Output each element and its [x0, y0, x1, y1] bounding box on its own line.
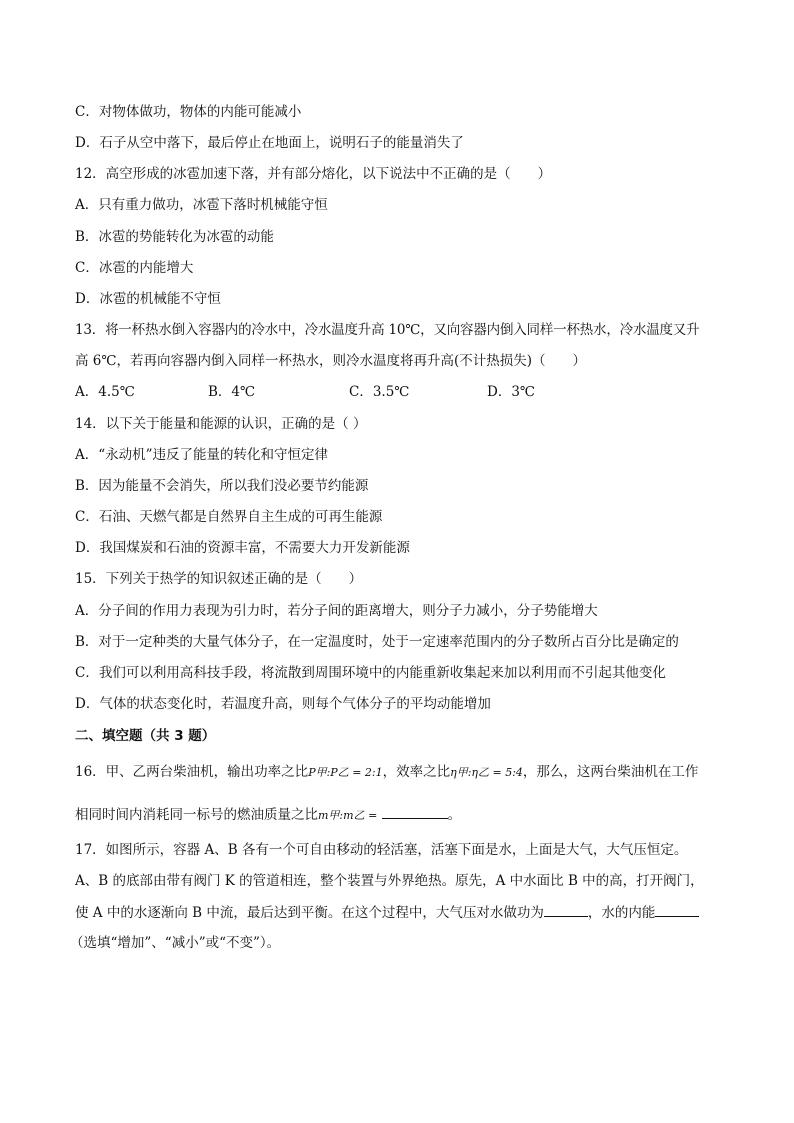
q13-stem-line2: 高 6℃，若再向容器内倒入同样一杯热水，则冷水温度将再升高(不计热损失)（ ） [75, 353, 587, 369]
q13-option-d: D．3℃ [487, 384, 536, 400]
q12-option-b: B．冰雹的势能转化为冰雹的动能 [75, 229, 274, 245]
q13-options [75, 382, 734, 402]
q14-option-b: B．因为能量不会消失，所以我们没必要节约能源 [75, 478, 369, 494]
q17-stem-line4: （选填“增加”、“减小”或“不变”）。 [70, 935, 281, 951]
q16-answer-blank[interactable] [382, 804, 448, 819]
q14-stem: 14．以下关于能量和能源的认识，正确的是（ ） [75, 416, 367, 432]
q17-answer-blank-1[interactable] [544, 902, 588, 917]
q14-option-d: D．我国煤炭和石油的资源丰富，不需要大力开发新能源 [75, 540, 410, 556]
q15-option-c: C．我们可以利用高科技手段，将流散到周围环境中的内能重新收集起来加以利用而不引起其他变化 [75, 665, 666, 681]
efficiency-ratio: η甲:η乙 = 5:4 [450, 766, 523, 779]
q15-option-d: D．气体的状态变化时，若温度升高，则每个气体分子的平均动能增加 [75, 696, 491, 712]
q12-option-c: C．冰雹的内能增大 [75, 260, 194, 276]
mass-ratio: m甲:m乙 = [318, 809, 378, 822]
power-ratio: P甲:P乙 = 2:1 [308, 766, 383, 779]
q11-option-c: C．对物体做功，物体的内能可能减小 [75, 104, 302, 120]
q13-stem-line1: 13．将一杯热水倒入容器内的冷水中，冷水温度升高 10℃，又向容器内倒入同样一杯热水，冷水温度又升 [75, 322, 700, 338]
q12-option-d: D．冰雹的机械能不守恒 [75, 291, 221, 307]
q15-stem: 15．下列关于热学的知识叙述正确的是（ ） [75, 571, 363, 587]
q14-option-c: C．石油、天燃气都是自然界自主生成的可再生能源 [75, 509, 383, 525]
q12-option-a: A．只有重力做功，冰雹下落时机械能守恒 [75, 197, 328, 213]
q13-option-a: A．4.5℃ [75, 384, 135, 400]
q13-option-c: C．3.5℃ [349, 384, 410, 400]
q13-option-b: B．4℃ [208, 384, 256, 400]
q11-option-d: D．石子从空中落下，最后停止在地面上，说明石子的能量消失了 [75, 135, 464, 151]
section-heading-fill-in: 二、填空题（共 3 题） [75, 728, 216, 744]
q12-stem: 12．高空形成的冰雹加速下落，并有部分熔化，以下说法中不正确的是（ ） [75, 166, 552, 182]
q16-stem-line1: 16．甲、乙两台柴油机，输出功率之比P甲:P乙 = 2:1，效率之比η甲:η乙 = 5:4，那么，这两台柴油机在工作 [75, 764, 699, 780]
q15-option-a: A．分子间的作用力表现为引力时，若分子间的距离增大，则分子力减小，分子势能增大 [75, 603, 598, 619]
q17-stem-line1: 17．如图所示，容器 A、B 各有一个可自由移动的轻活塞，活塞下面是水，上面是大气，大气压恒定。 [75, 842, 688, 858]
q17-answer-blank-2[interactable] [655, 902, 699, 917]
q15-option-b: B．对于一定种类的大量气体分子，在一定温度时，处于一定速率范围内的分子数所占百分比是确定的 [75, 634, 679, 650]
q17-stem-line2: A、B 的底部由带有阀门 K 的管道相连，整个装置与外界绝热。原先，A 中水面比 B 中的高，打开阀门， [75, 873, 704, 889]
q14-option-a: A．“永动机”违反了能量的转化和守恒定律 [75, 447, 329, 463]
q16-stem-line2: 相同时间内消耗同一标号的燃油质量之比m甲:m乙 = 。 [75, 804, 734, 826]
q17-stem-line3: 使 A 中的水逐渐向 B 中流，最后达到平衡。在这个过程中，大气压对水做功为 ，水的内能 [75, 902, 734, 923]
